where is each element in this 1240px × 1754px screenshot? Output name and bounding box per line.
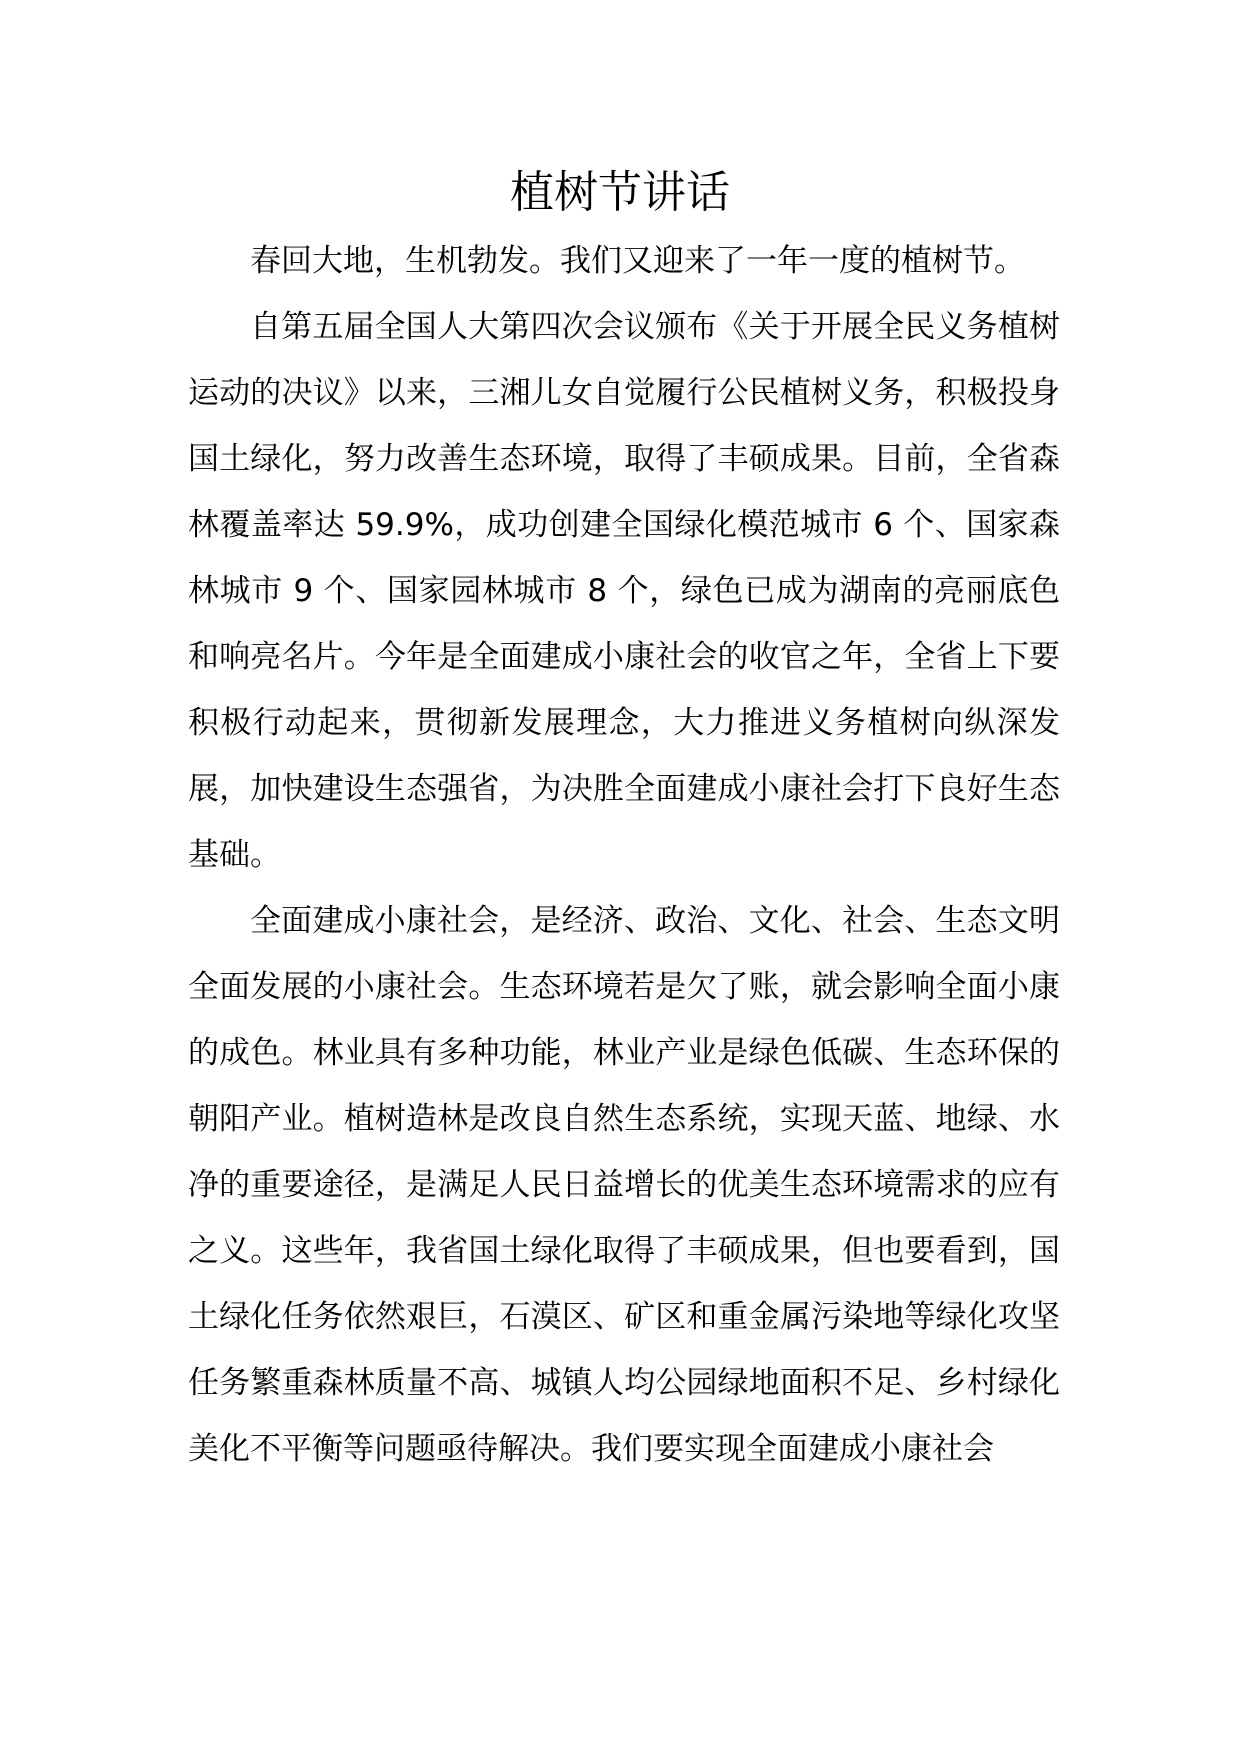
paragraph-2: 自第五届全国人大第四次会议颁布《关于开展全民义务植树运动的决议》以来，三湘儿女自觉履行公民植树义务，积极投身国土绿化，努力改善生态环境，取得了丰硕成果。目前，全省森林覆盖率达 59.9%，成功创建全国绿化模范城市 6 个、国家森林城市 9 个、国家园林城市 8 个，绿色已成为湖南的亮丽底色和响亮名片。今年是全面建成小康社会的收官之年，全省上下要积极行动起来，贯彻新发展理念，大力推进义务植树向纵深发展，加快建设生态强省，为决胜全面建成小康社会打下良好生态基础。 xyxy=(188,309,1060,873)
document-title: 植树节讲话 xyxy=(510,167,730,218)
paragraph-3: 全面建成小康社会，是经济、政治、文化、社会、生态文明全面发展的小康社会。生态环境若是欠了账，就会影响全面小康的成色。林业具有多种功能，林业产业是绿色低碳、生态环保的朝阳产业。植树造林是改良自然生态系统，实现天蓝、地绿、水净的重要途径，是满足人民日益增长的优美生态环境需求的应有之义。这些年，我省国土绿化取得了丰硕成果，但也要看到，国土绿化任务依然艰巨，石漠区、矿区和重金属污染地等绿化攻坚任务繁重森林质量不高、城镇人均公园绿地面积不足、乡村绿化美化不平衡等问题亟待解决。我们要实现全面建成小康社会 xyxy=(188,903,1060,1467)
paragraph-1: 春回大地，生机勃发。我们又迎来了一年一度的植树节。 xyxy=(250,243,1025,279)
document-body xyxy=(188,228,1060,1482)
